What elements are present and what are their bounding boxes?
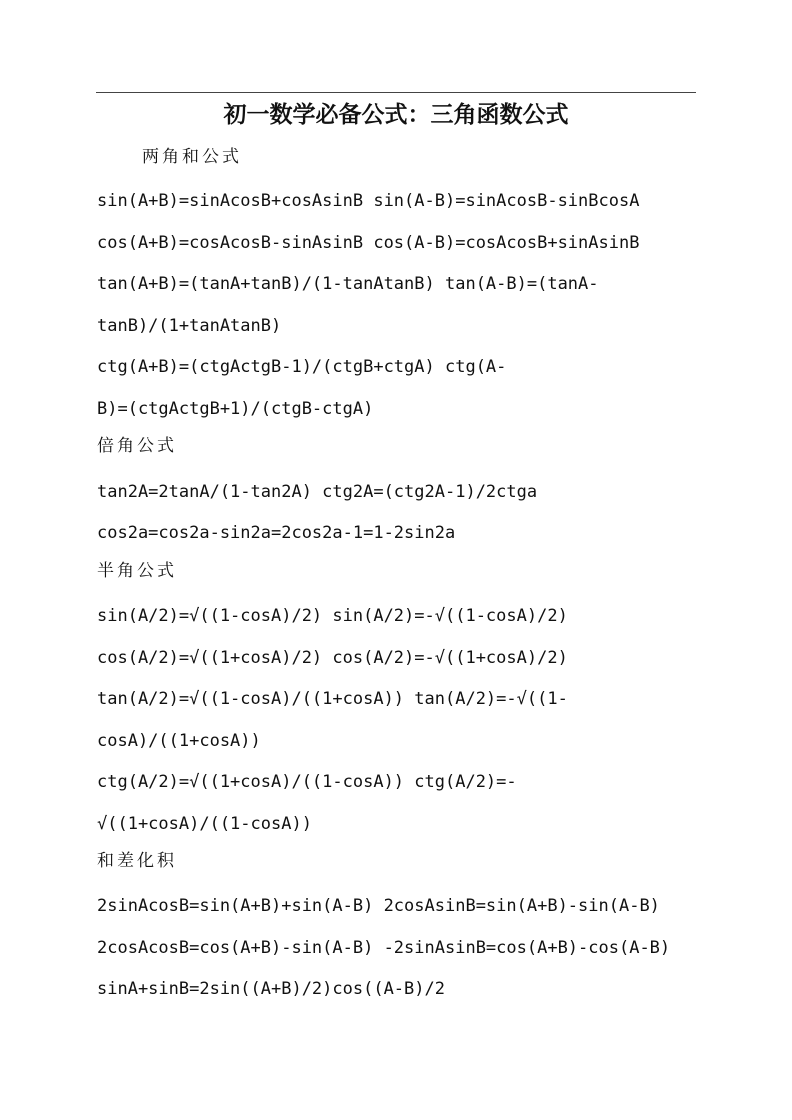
formula-line: B)=(ctgActgB+1)/(ctgB-ctgA) [97, 399, 374, 419]
formula-line: √((1+cosA)/((1-cosA)) [97, 814, 312, 834]
formula-line: cosA)/((1+cosA)) [97, 731, 261, 751]
formula-line: cos(A/2)=√((1+cosA)/2) cos(A/2)=-√((1+cosA)/2) [97, 648, 568, 668]
section-heading-half: 半角公式 [97, 561, 177, 581]
formula-line: 2sinAcosB=sin(A+B)+sin(A-B) 2cosAsinB=sin(A+B)-sin(A-B) [97, 896, 660, 916]
formula-line: tan(A+B)=(tanA+tanB)/(1-tanAtanB) tan(A-B)=(tanA- [97, 274, 599, 294]
formula-line: tan(A/2)=√((1-cosA)/((1+cosA)) tan(A/2)=-√((1- [97, 689, 568, 709]
formula-line: ctg(A+B)=(ctgActgB-1)/(ctgB+ctgA) ctg(A- [97, 357, 507, 377]
formula-line: tan2A=2tanA/(1-tan2A) ctg2A=(ctg2A-1)/2ctga [97, 482, 538, 502]
section-heading-sum-to-product: 和差化积 [97, 851, 177, 871]
formula-line: sin(A/2)=√((1-cosA)/2) sin(A/2)=-√((1-cosA)/2) [97, 606, 568, 626]
formula-line: sinA+sinB=2sin((A+B)/2)cos((A-B)/2 [97, 979, 445, 999]
formula-line: ctg(A/2)=√((1+cosA)/((1-cosA)) ctg(A/2)=- [97, 772, 517, 792]
section-heading-sum: 两角和公式 [142, 147, 242, 167]
page-title: 初一数学必备公式：三角函数公式 [223, 101, 569, 128]
formula-line: sin(A+B)=sinAcosB+cosAsinB sin(A-B)=sinAcosB-sinBcosA [97, 191, 640, 211]
formula-line: 2cosAcosB=cos(A+B)-sin(A-B) -2sinAsinB=cos(A+B)-cos(A-B) [97, 938, 671, 958]
header-rule [96, 92, 696, 93]
formula-line: cos(A+B)=cosAcosB-sinAsinB cos(A-B)=cosAcosB+sinAsinB [97, 233, 640, 253]
formula-line: cos2a=cos2a-sin2a=2cos2a-1=1-2sin2a [97, 523, 456, 543]
formula-line: tanB)/(1+tanAtanB) [97, 316, 282, 336]
section-heading-double: 倍角公式 [97, 436, 177, 456]
